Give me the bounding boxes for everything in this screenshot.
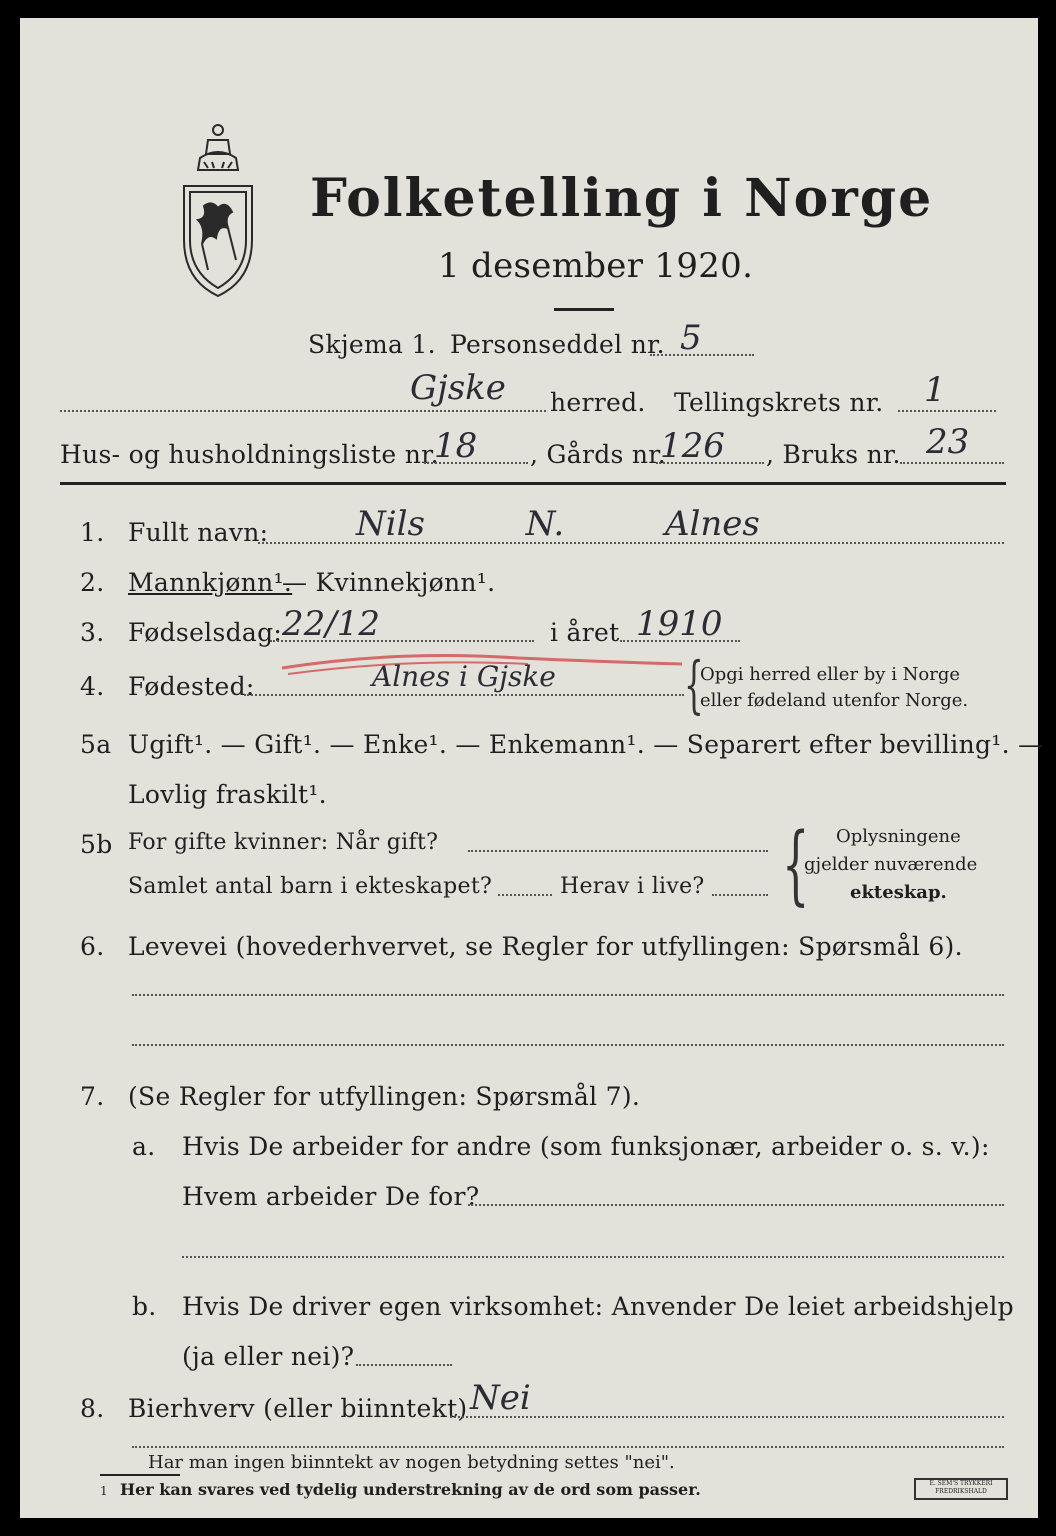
q6-number: 6. — [80, 932, 105, 961]
q3-year-label: i året — [550, 618, 620, 647]
q8-label: Bierhverv (eller biinntekt) — [128, 1394, 468, 1423]
tellingskrets-label: Tellingskrets nr. — [674, 388, 884, 417]
q5a-line2: Lovlig fraskilt¹. — [128, 780, 327, 809]
footnote-text: Her kan svares ved tydelig understrekning av de ord som passer. — [120, 1480, 701, 1499]
q3-number: 3. — [80, 618, 105, 647]
q4-label: Fødested: — [128, 672, 255, 701]
q4-value: Alnes i Gjske — [372, 660, 556, 693]
q8-value: Nei — [470, 1378, 531, 1418]
q6-line2 — [132, 1044, 1004, 1046]
q4-number: 4. — [80, 672, 105, 701]
bruks-line — [900, 462, 1004, 464]
q2-other-options: — Kvinnekjønn¹. — [282, 568, 496, 597]
herred-label: herred. — [550, 388, 646, 417]
footnote-divider — [100, 1474, 180, 1476]
q3-value: 22/12 — [282, 604, 380, 644]
q4-note-line2: eller fødeland utenfor Norge. — [700, 690, 969, 711]
bruks-label: , Bruks nr. — [766, 440, 901, 469]
hus-label: Hus- og husholdningsliste nr. — [60, 440, 439, 469]
title-divider — [554, 308, 614, 311]
q6-label: Levevei (hovederhvervet, se Regler for utfyllingen: Spørsmål 6). — [128, 932, 963, 961]
q5b-number: 5b — [80, 830, 113, 859]
q7b-line2: (ja eller nei)? — [182, 1342, 355, 1371]
header-rule — [60, 482, 1006, 485]
q5b-line2b: Herav i live? — [560, 874, 705, 899]
q3-year-value: 1910 — [636, 604, 723, 644]
q7a-line1: Hvis De arbeider for andre (som funksjonær, arbeider o. s. v.): — [182, 1132, 990, 1161]
q5b-note-line1: Oplysningene — [836, 826, 961, 847]
q7b-letter: b. — [132, 1292, 157, 1321]
hus-value: 18 — [434, 426, 478, 466]
q4-line — [244, 694, 684, 696]
q7b-line1: Hvis De driver egen virksomhet: Anvender De leiet arbeidshjelp — [182, 1292, 1014, 1321]
q5b-children-line — [498, 894, 552, 896]
coat-of-arms-icon — [178, 120, 258, 310]
q5b-note-line2: gjelder nuværende — [804, 854, 978, 875]
bruks-value: 23 — [926, 422, 970, 462]
q1-number: 1. — [80, 518, 105, 547]
census-date: 1 desember 1920. — [438, 246, 754, 286]
q5a-number: 5a — [80, 730, 112, 759]
q7-number: 7. — [80, 1082, 105, 1111]
q7a-answer-line1 — [468, 1204, 1004, 1206]
q7a-line2: Hvem arbeider De for? — [182, 1182, 480, 1211]
q5b-note-line3: ekteskap. — [850, 882, 947, 903]
form-title: Folketelling i Norge — [310, 168, 934, 229]
tellingskrets-value: 1 — [924, 370, 946, 410]
tellingskrets-line — [898, 410, 996, 412]
q8-line — [450, 1416, 1004, 1418]
q6-line1 — [132, 994, 1004, 996]
q5b-line1: For gifte kvinner: Når gift? — [128, 830, 439, 855]
gards-label: , Gårds nr. — [530, 440, 667, 469]
gards-value: 126 — [660, 426, 725, 466]
personseddel-value: 5 — [680, 318, 702, 358]
q5b-married-line — [468, 850, 768, 852]
personseddel-line — [650, 354, 754, 356]
q8-note: Har man ingen biinntekt av nogen betydning settes "nei". — [148, 1452, 675, 1473]
skjema-label: Skjema 1. — [308, 330, 436, 359]
q5b-alive-line — [712, 894, 768, 896]
census-form-page — [20, 18, 1044, 1518]
herred-line — [60, 410, 546, 412]
q1-label: Fullt navn: — [128, 518, 269, 547]
q5a-line1: Ugift¹. — Gift¹. — Enke¹. — Enkemann¹. — Separert efter bevilling¹. — — [128, 730, 1044, 759]
q2-male-option: Mannkjønn¹. — [128, 568, 293, 597]
q8-line2 — [132, 1446, 1004, 1448]
q1-value: Nils N. Alnes — [356, 504, 760, 544]
q3-label: Fødselsdag: — [128, 618, 283, 647]
personseddel-label: Personseddel nr. — [450, 330, 665, 359]
herred-value: Gjske — [410, 368, 506, 408]
q7a-letter: a. — [132, 1132, 156, 1161]
q7a-answer-line2 — [182, 1256, 1004, 1258]
q7b-answer-line — [356, 1364, 452, 1366]
footnote-mark: 1 — [100, 1484, 108, 1498]
q7-label: (Se Regler for utfyllingen: Spørsmål 7). — [128, 1082, 641, 1111]
q8-number: 8. — [80, 1394, 105, 1423]
q4-note-line1: Opgi herred eller by i Norge — [700, 664, 961, 685]
q4-brace: { — [684, 648, 704, 721]
q5b-line2a: Samlet antal barn i ekteskapet? — [128, 874, 493, 899]
q5b-brace: { — [782, 815, 810, 915]
q2-number: 2. — [80, 568, 105, 597]
printer-stamp: E. SEM'S TRYKKERI FREDRIKSHALD — [914, 1478, 1008, 1500]
